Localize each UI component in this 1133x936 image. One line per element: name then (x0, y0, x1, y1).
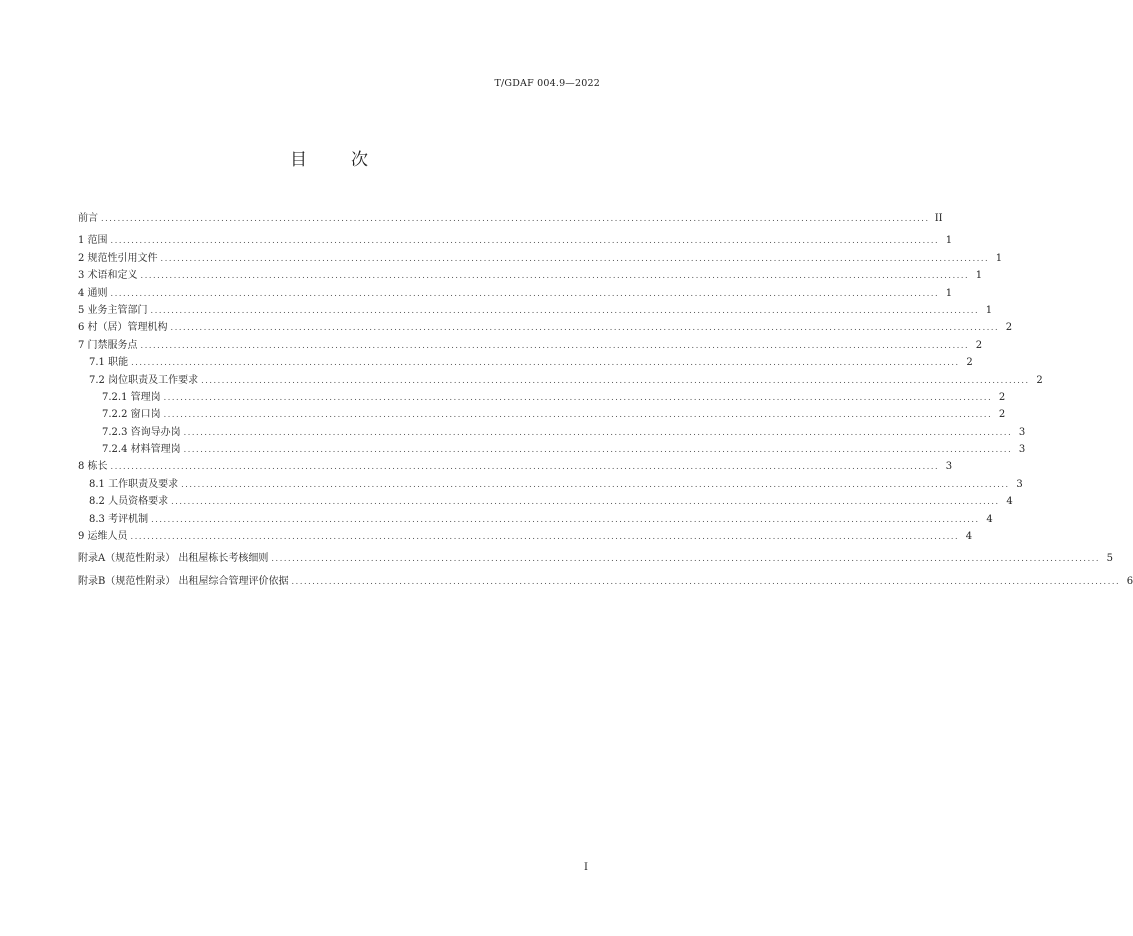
toc-entry-page: II (934, 213, 943, 224)
toc-entry-page: 5 (1106, 553, 1113, 565)
toc-entry-appendix-a[interactable] (78, 550, 1113, 567)
page-number: I (584, 862, 588, 873)
toc-entry-page: 2 (966, 357, 973, 369)
toc-leader-dots: ........................................................................................................................................................................................................ (101, 214, 930, 223)
toc-entry-label: 7.2.2 窗口岗 (102, 409, 161, 421)
toc-leader-dots: ........................................................................................................................................................................................................ (131, 358, 960, 368)
toc-entry-page: 6 (1126, 575, 1133, 587)
toc-entry-building-head[interactable] (78, 458, 953, 475)
toc-entry-page: 2 (1036, 374, 1043, 386)
toc-leader-dots: ........................................................................................................................................................................................................ (201, 375, 1030, 385)
toc-leader-dots: ........................................................................................................................................................................................................ (171, 497, 1000, 507)
toc-entry-operations-staff[interactable] (78, 528, 973, 545)
toc-entry-label: 前言 (78, 213, 98, 224)
toc-entry-page: 2 (975, 339, 983, 351)
toc-entry-village-agency[interactable] (78, 319, 1013, 336)
toc-leader-dots: ........................................................................................................................................................................................................ (110, 236, 940, 246)
toc-entry-page: 1 (945, 235, 953, 247)
toc-entry-consultation-post[interactable] (78, 424, 1026, 441)
toc-entry-label: 附录B（规范性附录） 出租屋综合管理评价依据 (78, 575, 289, 587)
toc-entry-page: 3 (1018, 426, 1026, 438)
toc-entry-department[interactable] (78, 302, 993, 319)
toc-entry-page: 1 (975, 270, 983, 282)
toc-entry-general[interactable] (78, 285, 953, 302)
toc-leader-dots: ........................................................................................................................................................................................................ (151, 514, 980, 524)
toc-entry-page: 2 (998, 391, 1006, 403)
toc-title-char-2: 次 (351, 150, 372, 170)
toc-entry-label: 9 运维人员 (78, 531, 128, 543)
toc-entry-page: 2 (998, 409, 1006, 421)
toc-leader-dots: ........................................................................................................................................................................................................ (130, 532, 960, 542)
toc-leader-dots: ........................................................................................................................................................................................................ (140, 340, 970, 350)
toc-leader-dots: ........................................................................................................................................................................................................ (110, 288, 940, 298)
toc-entry-label: 7.2 岗位职责及工作要求 (89, 374, 199, 386)
toc-entry-page: 1 (985, 304, 993, 316)
toc-leader-dots: ........................................................................................................................................................................................................ (160, 253, 990, 263)
toc-entry-label: 1 范围 (78, 235, 108, 247)
toc-entry-foreword[interactable] (78, 210, 943, 227)
toc-entry-materials-post[interactable] (78, 441, 1026, 458)
toc-entry-label: 8.3 考评机制 (89, 513, 149, 525)
toc-leader-dots: ........................................................................................................................................................................................................ (163, 392, 993, 402)
toc-entry-functions[interactable] (78, 354, 973, 371)
toc-entry-qualifications[interactable] (78, 493, 1013, 510)
toc-entry-page: 1 (945, 287, 953, 299)
toc-leader-dots: ........................................................................................................................................................................................................ (140, 271, 970, 281)
toc-entry-label: 4 通则 (78, 287, 108, 299)
toc-entry-terms[interactable] (78, 267, 983, 284)
toc-leader-dots: ........................................................................................................................................................................................................ (150, 305, 980, 315)
toc-entry-label: 5 业务主管部门 (78, 304, 148, 316)
toc-entry-label: 7.2.4 材料管理岗 (102, 444, 181, 456)
toc-entry-page: 1 (995, 252, 1003, 264)
document-code: T/GDAF 004.9—2022 (494, 78, 600, 89)
toc-entry-page: 3 (1018, 444, 1026, 456)
toc-entry-management-post[interactable] (78, 389, 1006, 406)
toc-leader-dots: ........................................................................................................................................................................................................ (163, 410, 993, 420)
toc-title-char-1: 目 (290, 150, 311, 170)
toc-leader-dots: ........................................................................................................................................................................................................ (271, 554, 1100, 564)
toc-entry-page: 4 (1006, 496, 1013, 508)
toc-entry-access-point[interactable] (78, 337, 983, 354)
toc-entry-label: 附录A（规范性附录） 出租屋栋长考核细则 (78, 553, 269, 565)
toc-leader-dots: ........................................................................................................................................................................................................ (291, 576, 1121, 586)
toc-entry-label: 7.2.3 咨询导办岗 (102, 426, 181, 438)
toc-entry-scope[interactable] (78, 232, 953, 249)
toc-entry-label: 2 规范性引用文件 (78, 252, 158, 264)
toc-leader-dots: ........................................................................................................................................................................................................ (183, 427, 1013, 437)
toc-entry-label: 3 术语和定义 (78, 270, 138, 282)
toc-leader-dots: ........................................................................................................................................................................................................ (110, 462, 940, 472)
toc-title (0, 145, 662, 170)
toc-entry-label: 7.2.1 管理岗 (102, 391, 161, 403)
toc-leader-dots: ........................................................................................................................................................................................................ (183, 445, 1013, 455)
toc-entry-label: 7.1 职能 (89, 357, 129, 369)
toc-entry-page: 3 (1016, 478, 1023, 490)
toc-entry-page: 3 (945, 461, 953, 473)
toc-entry-page: 4 (965, 531, 973, 543)
toc-entry-label: 8.1 工作职责及要求 (89, 478, 179, 490)
toc-entry-window-post[interactable] (78, 406, 1006, 423)
toc-leader-dots: ........................................................................................................................................................................................................ (170, 323, 1000, 333)
toc-entry-label: 8 栋长 (78, 461, 108, 473)
toc-entry-label: 7 门禁服务点 (78, 339, 138, 351)
toc-entry-normative-references[interactable] (78, 250, 1003, 267)
toc-entry-duties-requirements[interactable] (78, 476, 1023, 493)
toc-entry-page: 4 (986, 513, 993, 525)
toc-entry-page: 2 (1005, 322, 1013, 334)
toc-leader-dots: ........................................................................................................................................................................................................ (181, 479, 1010, 489)
toc-entry-evaluation[interactable] (78, 511, 993, 528)
table-of-contents (78, 210, 1133, 590)
toc-entry-appendix-b[interactable] (78, 573, 1133, 590)
toc-entry-label: 8.2 人员资格要求 (89, 496, 169, 508)
toc-entry-label: 6 村（居）管理机构 (78, 322, 168, 334)
toc-entry-post-duties[interactable] (78, 372, 1043, 389)
